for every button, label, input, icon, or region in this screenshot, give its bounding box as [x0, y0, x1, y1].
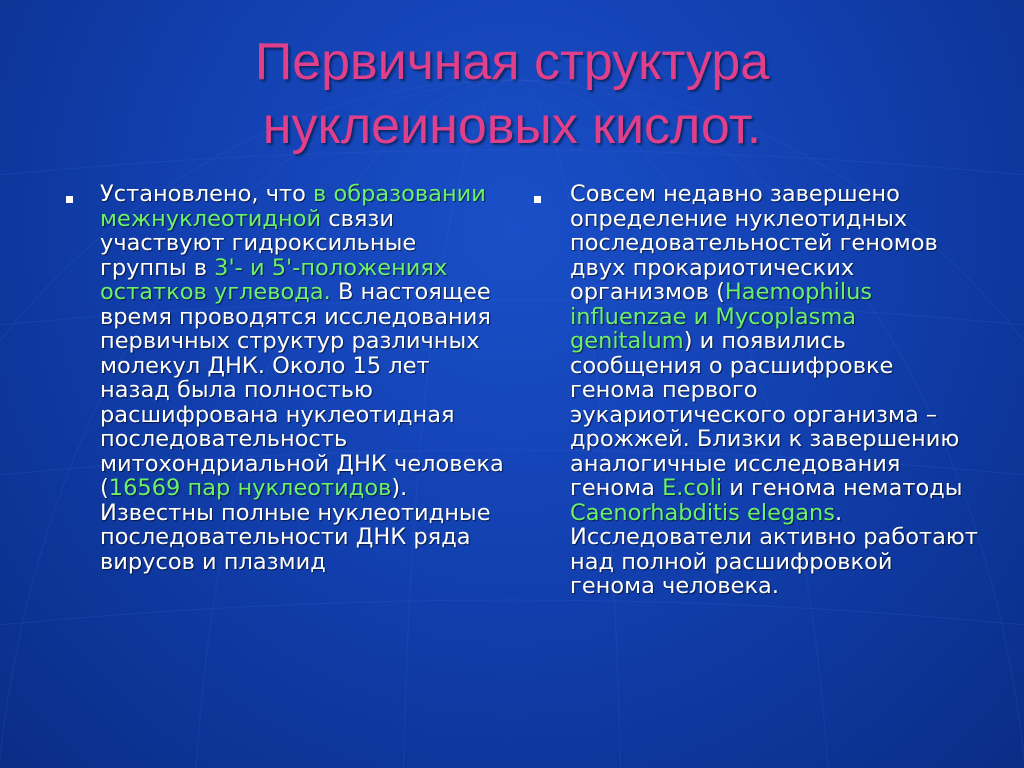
body-text: Совсем недавно завершено определение нуклеотидных последовательностей геномов двух прокариотических организмов ( [570, 181, 938, 305]
title-line-2: нуклеиновых кислот. [262, 97, 762, 155]
highlighted-text: 3'- и 5'-положениях остатков углевода. [100, 254, 448, 305]
highlighted-text: E.coli [662, 475, 723, 501]
square-bullet-icon [534, 196, 541, 203]
square-bullet-icon [66, 196, 73, 203]
body-text: . Исследователи активно работают над полной расшифровкой генома человека. [570, 499, 978, 599]
highlighted-text: 16569 пар нуклеотидов [108, 475, 392, 501]
body-text: и генома нематоды [722, 475, 963, 501]
body-text: В настоящее время проводятся исследования первичных структур различных молекул ДНК. Около 15 лет назад была полностью расшифрована нуклеотидная последовательность митохондриальной ДНК человека ( [100, 279, 504, 501]
highlighted-text: в образовании межнуклеотидной [100, 181, 486, 232]
highlighted-text: Haemophilus influenzae и Mycoplasma genitalum [570, 279, 873, 354]
title-line-1: Первичная структура [254, 33, 770, 91]
slide-title [0, 30, 1024, 158]
left-bullet-text [100, 182, 505, 574]
body-text: Установлено, что [100, 181, 314, 207]
body-text: связи участвуют гидроксильные группы в [100, 205, 417, 281]
right-bullet-text [570, 182, 980, 599]
highlighted-text: Caenorhabditis elegans [570, 499, 836, 526]
body-text: ) и появились сообщения о расшифровке генома первого эукариотического организма – дрожжей. Близки к завершению аналогичные исследования генома [570, 328, 960, 501]
body-text: ). Известны полные нуклеотидные последовательности ДНК ряда вирусов и плазмид [100, 475, 491, 575]
